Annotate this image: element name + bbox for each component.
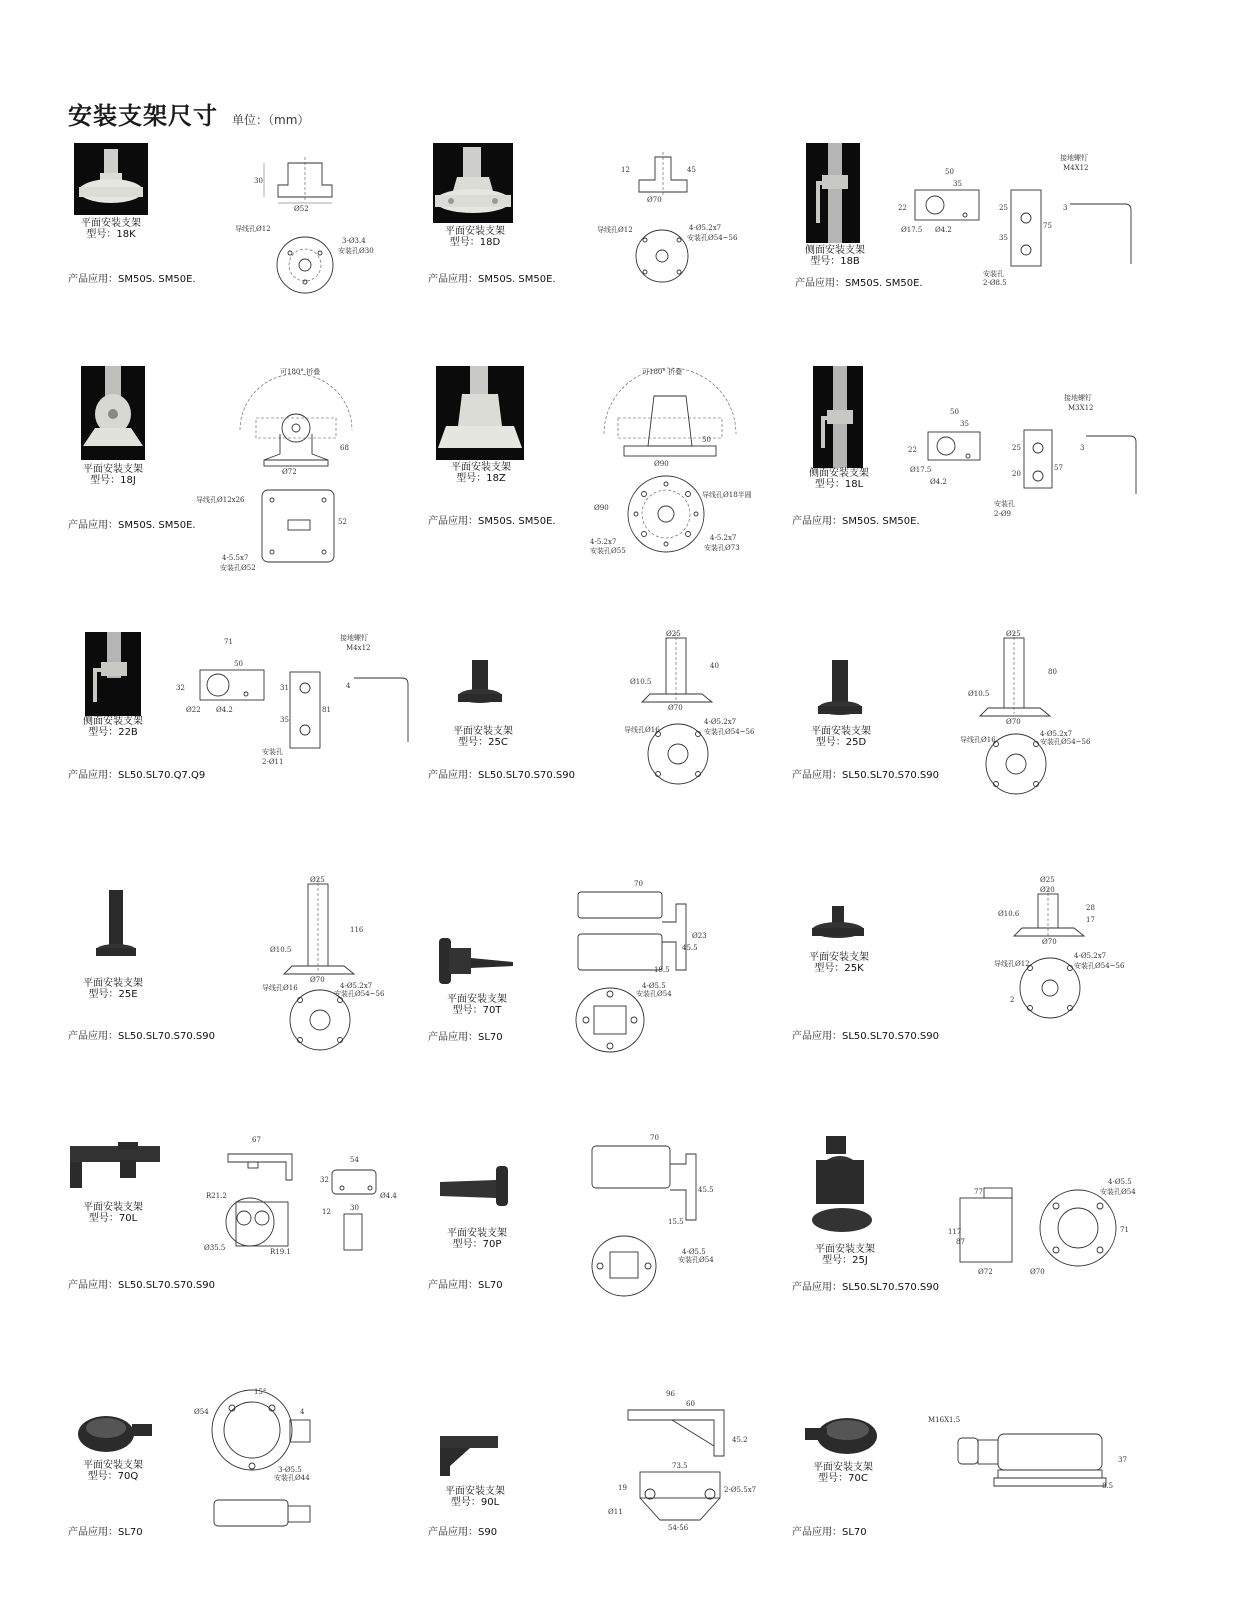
dim-text: 30: [350, 1204, 359, 1212]
model-label: 型号：25E: [88, 989, 138, 1000]
drawing-90l: [600, 1386, 770, 1536]
dim-text: 71: [224, 638, 233, 646]
dim-text: 4-5.2x7: [590, 538, 617, 546]
type-label: 平面安装支架: [81, 218, 141, 229]
dim-text: Ø10.5: [630, 678, 652, 686]
dim-text: 60: [686, 1400, 695, 1408]
dim-text: 2-Ø8.5: [983, 279, 1007, 287]
drawing-25d: [960, 628, 1090, 798]
dim-text: 4-Ø5.5: [682, 1248, 706, 1256]
dim-text: Ø4.2: [935, 226, 952, 234]
dim-text: 15°: [254, 1388, 267, 1396]
application-25k: 产品应用：SL50.SL70.S70.S90: [792, 1031, 939, 1042]
dim-text: 71: [1120, 1226, 1129, 1234]
dim-text: 25: [999, 204, 1008, 212]
dim-text: 54-56: [668, 1524, 689, 1532]
product-photo-25c: [455, 656, 505, 712]
dim-text: 2-Ø5.5x7: [724, 1486, 757, 1494]
caption-18j: [58, 464, 168, 486]
dim-text: 接地螺钉: [1060, 154, 1088, 162]
type-label: 平面安装支架: [453, 726, 513, 737]
dim-text: 45: [687, 166, 696, 174]
dim-text: 导线孔Ø18半圆: [702, 491, 752, 499]
dim-text: 4: [346, 682, 351, 690]
dim-text: 接地螺钉: [340, 634, 368, 642]
drawing-25j: [944, 1174, 1154, 1284]
application-18k: 产品应用：SM50S. SM50E.: [68, 274, 196, 285]
dim-text: 87: [956, 1238, 965, 1246]
dim-text: 安装孔Ø54~56: [1074, 962, 1125, 970]
dim-text: 4-Ø5.2x7: [340, 982, 373, 990]
dim-text: 安装孔Ø44: [274, 1474, 310, 1482]
dim-text: 12: [322, 1208, 331, 1216]
dim-text: 4: [300, 1408, 305, 1416]
dim-text: 安装孔Ø30: [338, 247, 374, 255]
dim-text: 25: [1012, 444, 1021, 452]
application-70c: 产品应用：SL70: [792, 1527, 867, 1538]
application-25c: 产品应用：SL50.SL70.S70.S90: [428, 770, 575, 781]
dim-text: 80: [1048, 668, 1057, 676]
application-70q: 产品应用：SL70: [68, 1527, 143, 1538]
dim-text: 4-Ø5.2x7: [689, 224, 722, 232]
dim-text: Ø10.6: [998, 910, 1020, 918]
type-label: 平面安装支架: [447, 994, 507, 1005]
caption-18k: [56, 218, 166, 240]
dim-text: 安装孔Ø54: [678, 1256, 714, 1264]
dim-text: 45.5: [698, 1186, 714, 1194]
dim-text: R19.1: [270, 1248, 291, 1256]
dim-text: Ø70: [310, 976, 325, 984]
dim-text: R21.2: [206, 1192, 227, 1200]
dim-text: 68: [340, 444, 349, 452]
application-18b: 产品应用：SM50S. SM50E.: [795, 278, 923, 289]
product-photo-70p: [438, 1166, 518, 1210]
dim-text: Ø72: [978, 1268, 993, 1276]
dim-text: Ø25: [666, 630, 681, 638]
type-label: 平面安装支架: [83, 1202, 143, 1213]
model-label: 型号：25D: [815, 737, 867, 748]
dim-text: 导线孔Ø16: [624, 726, 660, 734]
dim-text: 导线孔Ø16: [262, 984, 298, 992]
dim-text: 52: [338, 518, 347, 526]
caption-70q: [58, 1460, 168, 1482]
product-photo-90l: [440, 1432, 500, 1476]
dim-text: 77: [974, 1188, 983, 1196]
dim-text: 19: [618, 1484, 627, 1492]
dim-text: 75: [1043, 222, 1052, 230]
dim-text: Ø70: [1042, 938, 1057, 946]
dim-text: 2-Ø11: [262, 758, 284, 766]
dim-text: 可180° 折叠: [280, 368, 321, 376]
dim-text: 50: [950, 408, 959, 416]
drawing-18z: [580, 364, 780, 564]
model-label: 型号：70T: [452, 1005, 502, 1016]
type-label: 侧面安装支架: [83, 716, 143, 727]
drawing-70l: [200, 1134, 410, 1264]
dim-text: Ø20: [1040, 886, 1055, 894]
dim-text: Ø35.5: [204, 1244, 226, 1252]
caption-70p: [422, 1228, 532, 1250]
dim-text: 2-Ø9: [994, 510, 1012, 518]
dim-text: 50: [702, 436, 711, 444]
dim-text: 40: [710, 662, 719, 670]
dim-text: Ø10.5: [270, 946, 292, 954]
model-label: 型号：70C: [818, 1473, 868, 1484]
model-label: 型号：18D: [449, 237, 501, 248]
caption-25j: [790, 1244, 900, 1266]
dim-text: 54: [350, 1156, 359, 1164]
dim-text: 安装孔Ø52: [220, 564, 256, 572]
product-photo-18z: [436, 366, 524, 460]
dim-text: 可180° 折叠: [642, 368, 683, 376]
product-photo-25d: [815, 656, 865, 722]
dim-text: Ø70: [1030, 1268, 1045, 1276]
dim-text: 4-Ø5.2x7: [1040, 730, 1073, 738]
drawing-18j: [196, 364, 370, 574]
application-18z: 产品应用：SM50S. SM50E.: [428, 516, 556, 527]
dim-text: M16X1.5: [928, 1416, 961, 1424]
dim-text: Ø70: [668, 704, 683, 712]
dim-text: 73.5: [672, 1462, 688, 1470]
dim-text: 3-Ø3.4: [342, 237, 366, 245]
application-70l: 产品应用：SL50.SL70.S70.S90: [68, 1280, 215, 1291]
model-label: 型号：18Z: [456, 473, 506, 484]
dim-text: Ø54: [194, 1408, 209, 1416]
dim-text: 30: [254, 177, 263, 185]
dim-text: 8.5: [1102, 1482, 1114, 1490]
caption-70c: [788, 1462, 898, 1484]
product-photo-70c: [803, 1412, 883, 1458]
dim-text: 安装孔Ø73: [704, 544, 740, 552]
dim-text: 81: [322, 706, 331, 714]
dim-text: 安装孔: [262, 748, 283, 756]
model-label: 型号：25K: [814, 963, 864, 974]
application-25j: 产品应用：SL50.SL70.S70.S90: [792, 1282, 939, 1293]
dim-text: 28: [1086, 904, 1095, 912]
dim-text: Ø17.5: [901, 226, 923, 234]
dim-text: 57: [1054, 464, 1063, 472]
caption-18d: [420, 226, 530, 248]
application-18d: 产品应用：SM50S. SM50E.: [428, 274, 556, 285]
dim-text: 4-Ø5.5: [1108, 1178, 1132, 1186]
product-photo-18l: [813, 366, 863, 468]
dim-text: 2: [1010, 996, 1015, 1004]
product-photo-25j: [806, 1136, 876, 1236]
caption-25d: [786, 726, 896, 748]
caption-18l: [784, 468, 894, 490]
drawing-25k: [990, 876, 1125, 1026]
dim-text: Ø4.2: [216, 706, 233, 714]
dim-text: 安装孔Ø54~56: [1040, 738, 1091, 746]
dim-text: Ø72: [282, 468, 297, 476]
product-photo-22b: [85, 632, 141, 716]
unit-label: 单位：（mm）: [232, 113, 310, 127]
dim-text: 安装孔: [983, 270, 1004, 278]
drawing-25c: [620, 628, 755, 788]
model-label: 型号：18J: [90, 475, 136, 486]
model-label: 型号：70Q: [87, 1471, 139, 1482]
product-photo-18k: [74, 143, 148, 215]
dim-text: 安装孔Ø54: [636, 990, 672, 998]
type-label: 平面安装支架: [83, 978, 143, 989]
dim-text: 接地螺钉: [1064, 394, 1092, 402]
type-label: 平面安装支架: [447, 1228, 507, 1239]
dim-text: Ø22: [186, 706, 201, 714]
application-25e: 产品应用：SL50.SL70.S70.S90: [68, 1031, 215, 1042]
dim-text: M4x12: [346, 644, 371, 652]
type-label: 平面安装支架: [451, 462, 511, 473]
caption-25e: [58, 978, 168, 1000]
product-photo-25e: [94, 888, 138, 962]
dim-text: 17: [1086, 916, 1095, 924]
drawing-18k: [235, 155, 374, 300]
dim-text: 67: [252, 1136, 261, 1144]
dim-text: 4-5.5x7: [222, 554, 249, 562]
dim-text: Ø4.4: [380, 1192, 397, 1200]
model-label: 型号：25C: [458, 737, 508, 748]
product-photo-18d: [433, 143, 513, 223]
page-header: [68, 96, 309, 131]
product-photo-70l: [70, 1140, 162, 1188]
type-label: 平面安装支架: [83, 1460, 143, 1471]
model-label: 型号：18K: [86, 229, 136, 240]
dim-text: 22: [898, 204, 907, 212]
dim-text: 安装孔Ø54: [1100, 1188, 1136, 1196]
dim-text: Ø70: [647, 196, 662, 204]
dim-text: 117: [948, 1228, 962, 1236]
application-25d: 产品应用：SL50.SL70.S70.S90: [792, 770, 939, 781]
dim-text: 35: [953, 180, 962, 188]
dim-text: 45.5: [682, 944, 698, 952]
type-label: 侧面安装支架: [805, 245, 865, 256]
drawing-18d: [597, 152, 755, 297]
dim-text: 安装孔: [994, 500, 1015, 508]
application-70p: 产品应用：SL70: [428, 1280, 503, 1291]
dim-text: Ø25: [1006, 630, 1021, 638]
type-label: 平面安装支架: [815, 1244, 875, 1255]
dim-text: Ø10.5: [968, 690, 990, 698]
dim-text: 35: [960, 420, 969, 428]
dim-text: 导线孔Ø12x26: [196, 496, 245, 504]
dim-text: 70: [634, 880, 643, 888]
dim-text: 45.2: [732, 1436, 748, 1444]
drawing-70q: [190, 1384, 330, 1534]
dim-text: 12: [621, 166, 630, 174]
product-photo-25k: [810, 904, 866, 944]
drawing-25e: [262, 876, 392, 1056]
caption-25k: [784, 952, 894, 974]
dim-text: Ø23: [692, 932, 707, 940]
dim-text: 35: [280, 716, 289, 724]
dim-text: 4-5.2x7: [710, 534, 737, 542]
application-18j: 产品应用：SM50S. SM50E.: [68, 520, 196, 531]
dim-text: 4-Ø5.2x7: [704, 718, 737, 726]
dim-text: 4-Ø5.5: [642, 982, 666, 990]
dim-text: 35: [999, 234, 1008, 242]
application-70t: 产品应用：SL70: [428, 1032, 503, 1043]
drawing-22b: [170, 632, 420, 772]
type-label: 侧面安装支架: [809, 468, 869, 479]
type-label: 平面安装支架: [809, 952, 869, 963]
dim-text: 20: [1012, 470, 1021, 478]
caption-25c: [428, 726, 538, 748]
dim-text: 安装孔Ø54~56: [704, 728, 755, 736]
dim-text: 70: [650, 1134, 659, 1142]
product-photo-18b: [806, 143, 860, 243]
dim-text: 116: [350, 926, 364, 934]
caption-18z: [426, 462, 536, 484]
dim-text: 安装孔Ø54~56: [687, 234, 738, 242]
model-label: 型号：70L: [88, 1213, 138, 1224]
dim-text: Ø25: [310, 876, 325, 884]
dim-text: 15.5: [668, 1218, 684, 1226]
dim-text: 3: [1080, 444, 1085, 452]
product-photo-70q: [74, 1410, 154, 1456]
drawing-70t: [568, 876, 718, 1058]
dim-text: 导线孔Ø16: [960, 736, 996, 744]
dim-text: 32: [320, 1176, 329, 1184]
dim-text: Ø90: [594, 504, 609, 512]
dim-text: Ø4.2: [930, 478, 947, 486]
dim-text: 4-Ø5.2x7: [1074, 952, 1107, 960]
type-label: 平面安装支架: [83, 464, 143, 475]
application-22b: 产品应用：SL50.SL70.Q7.Q9: [68, 770, 206, 781]
model-label: 型号：22B: [88, 727, 138, 738]
dim-text: 导线孔Ø12: [597, 226, 633, 234]
dim-text: 3-Ø5.5: [278, 1466, 302, 1474]
drawing-70p: [580, 1130, 730, 1300]
application-90l: 产品应用：S90: [428, 1527, 498, 1538]
dim-text: 3: [1063, 204, 1068, 212]
caption-22b: [58, 716, 168, 738]
dim-text: 50: [945, 168, 954, 176]
caption-70l: [58, 1202, 168, 1224]
dim-text: M3X12: [1068, 404, 1094, 412]
dim-text: 导线孔Ø12: [994, 960, 1030, 968]
model-label: 型号：25J: [822, 1255, 868, 1266]
dim-text: Ø52: [294, 205, 309, 213]
dim-text: 32: [176, 684, 185, 692]
dim-text: Ø90: [654, 460, 669, 468]
type-label: 平面安装支架: [811, 726, 871, 737]
dim-text: Ø70: [1006, 718, 1021, 726]
dim-text: Ø25: [1040, 876, 1055, 884]
product-photo-18j: [81, 366, 145, 460]
dim-text: 22: [908, 446, 917, 454]
application-18l: 产品应用：SM50S. SM50E.: [792, 516, 920, 527]
dim-text: 安装孔Ø54~56: [334, 990, 385, 998]
dim-text: 50: [234, 660, 243, 668]
dim-text: 19.5: [654, 966, 670, 974]
model-label: 型号：18B: [810, 256, 860, 267]
dim-text: M4X12: [1063, 164, 1089, 172]
model-label: 型号：18L: [814, 479, 864, 490]
drawing-70c: [922, 1410, 1132, 1500]
type-label: 平面安装支架: [445, 226, 505, 237]
dim-text: Ø17.5: [910, 466, 932, 474]
type-label: 平面安装支架: [813, 1462, 873, 1473]
model-label: 型号：90L: [450, 1497, 500, 1508]
dim-text: 96: [666, 1390, 675, 1398]
dim-text: 导线孔Ø12: [235, 225, 271, 233]
caption-18b: [780, 245, 890, 267]
dim-text: 31: [280, 684, 289, 692]
dim-text: Ø11: [608, 1508, 623, 1516]
drawing-18l: [900, 390, 1150, 520]
caption-70t: [422, 994, 532, 1016]
page-title: 安装支架尺寸: [68, 102, 218, 130]
dim-text: 安装孔Ø55: [590, 547, 626, 555]
dim-text: 37: [1118, 1456, 1127, 1464]
product-photo-70t: [435, 936, 515, 988]
drawing-18b: [895, 152, 1145, 297]
caption-90l: [420, 1486, 530, 1508]
type-label: 平面安装支架: [445, 1486, 505, 1497]
model-label: 型号：70P: [452, 1239, 502, 1250]
